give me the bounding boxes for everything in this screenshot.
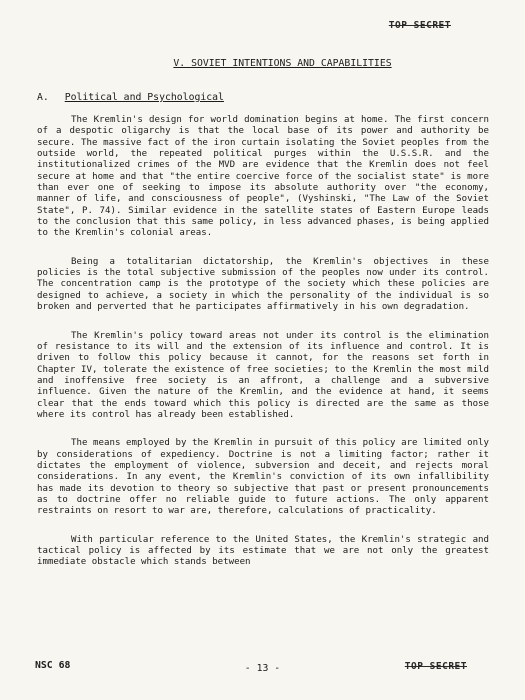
classification-marking-bottom: TOP SECRET	[404, 661, 467, 672]
paragraph: The Kremlin's policy toward areas not under its control is the elimination of resistance to its will and the extension of its influence and control. It is driven to follow this policy because it cannot, for the reasons set forth in Chapter IV, tolerate the existence of free societies; to the Kremlin the most mild and inoffensive free society is an affront, a challenge and a subversive influence. Given the nature of the Kremlin, and the evidence at hand, it seems clear that the ends toward which this policy is directed are the same as those where its control has already been established.	[37, 330, 489, 420]
document-id: NSC 68	[35, 660, 71, 671]
document-body	[37, 115, 489, 569]
subsection-title: Political and Psychological	[64, 92, 224, 103]
classification-marking-top: TOP SECRET	[388, 20, 451, 31]
page-number: - 13 -	[244, 663, 281, 674]
paragraph: Being a totalitarian dictatorship, the Kremlin's objectives in these policies is the total subjective submission of the peoples now under its control. The concentration camp is the prototype of the society which these policies are designed to achieve, a society in which the personality of the individual is so broken and perverted that he participates affirmatively in his own degradation.	[37, 256, 489, 313]
paragraph: The Kremlin's design for world domination begins at home. The first concern of a despotic oligarchy is that the local base of its power and authority be secure. The massive fact of the iron curtain isolating the Soviet peoples from the outside world, the repeated political purges within the U.S.S.R. and the institutionalized crimes of the MVD are evidence that the Kremlin does not feel secure at home and that "the entire coercive force of the socialist state" is more than ever one of seeking to impose its absolute authority over "the economy, manner of life, and consciousness of people", (Vyshinski, "The Law of the Soviet State", P. 74). Similar evidence in the satellite states of Eastern Europe leads to the conclusion that this same policy, in less advanced phases, is being applied to the Kremlin's colonial areas.	[37, 115, 489, 239]
paragraph: With particular reference to the United States, the Kremlin's strategic and tactical policy is affected by its estimate that we are not only the greatest immediate obstacle which stands between	[37, 534, 489, 568]
subsection-label: A.	[37, 92, 49, 103]
subsection-heading	[37, 92, 224, 103]
section-title: V. SOVIET INTENTIONS AND CAPABILITIES	[173, 58, 392, 69]
section-heading	[0, 58, 525, 69]
paragraph: The means employed by the Kremlin in pursuit of this policy are limited only by considerations of expediency. Doctrine is not a limiting factor; rather it dictates the employment of violence, subversion and deceit, and rejects moral considerations. In any event, the Kremlin's conviction of its own infallibility has made its devotion to theory so subjective that past or present pronouncements as to doctrine offer no reliable guide to future actions. The only apparent restraints on resort to war are, therefore, calculations of practicality.	[37, 438, 489, 517]
